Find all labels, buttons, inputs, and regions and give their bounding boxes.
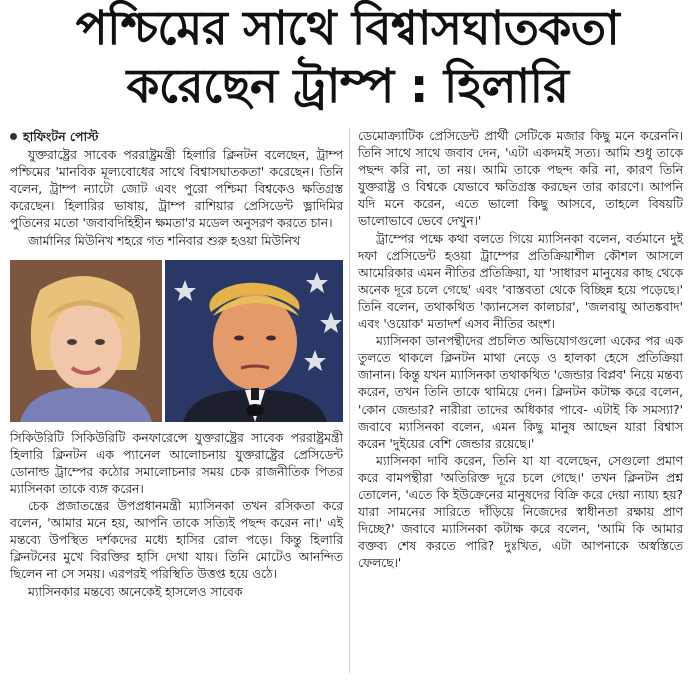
article-paragraph: যুক্তরাষ্ট্রের সাবেক পররাষ্ট্রমন্ত্রী হিলারি ক্লিনটন বলেছেন, ট্রাম্প পশ্চিমের 'মানবিক মূল্যবোধের সাথে বিশ্বাসঘাতকতা' করেছেন। তিনি বলেন, ট্রাম্প ন্যাটো জোট এবং পুরো পশ্চিমা বিশ্বকেও ক্ষতিগ্রস্ত করেছেন। হিলারির ভাষায়, ট্রাম্প রাশিয়ার প্রেসিডেন্ট ভ্লাদিমির পুতিনের মতো 'জবাবদিহিহীন ক্ষমতা'র মডেল অনুসরণ করতে চান। (10, 148, 343, 231)
article-paragraph: ম্যাসিনকার মন্তব্যে অনেকেই হাসলেও সাবেক (28, 584, 243, 599)
article-paragraph: ম্যাসিনকা ডানপন্থীদের প্রচলিত অভিযোগগুলো একের পর এক তুলতে থাকলে ক্লিনটন মাথা নেড়ে ও হালকা হেসে প্রতিক্রিয়া জানান। কিন্তু যখন ম্যাসিনকা তথাকথিত 'জেন্ডার বিপ্লব' নিয়ে মন্তব্য করেন, তখন তিনি তাকে থামিয়ে দেন। ক্লিনটন কটাক্ষ করে বলেন, 'কোন জেন্ডার? নারীরা তাদের অধিকার পাবে- এটাই কি সমস্যা?' জবাবে ম্যাসিনকা বলেন, এমন কিছু মানুষ আছেন যারা বিশ্বাস করেন 'দুইয়ের বেশি জেন্ডার রয়েছে।' (358, 334, 683, 451)
donald-trump-photo (165, 260, 343, 422)
right-column (358, 128, 683, 572)
bullet-icon (10, 133, 17, 140)
headline-line-1: পশ্চিমের সাথে বিশ্বাসঘাতকতা (75, 1, 620, 56)
article-paragraph: চেক প্রজাতন্ত্রের উপপ্রধানমন্ত্রী ম্যাসিনকা তখন রসিকতা করে বলেন, 'আমার মনে হয়, আপনি তাকে সত্যিই পছন্দ করেন না।' এই মন্তব্যে উপস্থিত দর্শকদের মধ্যে হাসির রোল পড়ে। কিন্তু হিলারি ক্লিনটনের মুখে বিরক্তির হাসি দেখা যায়। তিনি মোটেও আনন্দিত ছিলেন না সে সময়। এরপরই পরিস্থিতি উত্তপ্ত হয়ে ওঠে। (10, 499, 343, 582)
byline (10, 128, 343, 145)
article-paragraph: জার্মানির মিউনিখ শহরে গত শনিবার শুরু হওয়া মিউনিখ (28, 233, 301, 248)
photo-strip (10, 260, 343, 422)
hillary-clinton-photo (10, 260, 162, 422)
headline (0, 0, 695, 120)
left-column (10, 128, 343, 601)
column-divider (349, 128, 350, 673)
byline-text: হাফিংটন পোস্ট (23, 129, 99, 144)
article-paragraph: ম্যাসিনকা দাবি করেন, তিনি যা যা বলেছেন, সেগুলো প্রমাণ করে বামপন্থীরা 'অতিরিক্ত দূরে চলে গেছে।' তখন ক্লিনটন প্রশ্ন তোলেন, 'এতে কি ইউক্রেনের মানুষদের বিক্রি করে দেয়া ন্যায্য হয়? যারা সামনের সারিতে দাঁড়িয়ে নিজেদের স্বাধীনতা রক্ষায় প্রাণ দিচ্ছে?' জবাবে ম্যাসিনকা কটাক্ষ করে বলেন, 'আমি কি আমার বক্তব্য শেষ করতে পারি? দুঃখিত, এটা আপনাকে অস্বস্তিতে ফেলছে।' (358, 453, 683, 571)
headline-line-2: করেছেন ট্রাম্প : হিলারি (126, 59, 569, 114)
article-paragraph: সিকিউরিটি সিকিউরিটি কনফারেন্সে যুক্তরাষ্ট্রের সাবেক পররাষ্ট্রমন্ত্রী হিলারি ক্লিনটন এক প্যানেল আলোচনায় যুক্তরাষ্ট্রের প্রেসিডেন্ট ডোনাল্ড ট্রাম্পের কঠোর সমালোচনার সময় চেক রাজনীতিক পিতর ম্যাসিনকা তাকে ব্যঙ্গ করেন। (10, 430, 343, 496)
article-paragraph: ট্রাম্পের পক্ষে কথা বলতে গিয়ে ম্যাসিনকা বলেন, বর্তমানে দুই দফা প্রেসিডেন্ট হওয়া ট্রাম্পের প্রতিক্রিয়াশীল কৌশল আসলে আমেরিকার এমন নীতির প্রতিক্রিয়া, যা 'সাধারণ মানুষের কাছ থেকে অনেক দূরে চলে গেছে' এবং 'বাস্তবতা থেকে বিচ্ছিন্ন হয়ে পড়েছে।' তিনি বলেন, তথাকথিত 'ক্যানসেল কালচার', 'জলবায়ু আতঙ্কবাদ' এবং 'ওয়োক' মতাদর্শ এসব নীতির অংশ। (358, 231, 683, 332)
article-paragraph: ডেমোক্র্যাটিক প্রেসিডেন্ট প্রার্থী সেটিকে মজার কিছু মনে করেননি। তিনি সাথে সাথে জবাব দেন, 'এটা একদমই সত্য। আমি শুধু তাকে পছন্দ করি না, তা নয়। আমি তাকে পছন্দ করি না, কারণ তিনি যুক্তরাষ্ট্র ও বিশ্বকে যেভাবে ক্ষতিগ্রস্ত করছেন তার কারণে। আপনি যদি মনে করেন, এতে ভালো কিছু আসবে, তাহলে বিষয়টি ভালোভাবে ভেবে দেখুন।' (358, 129, 683, 229)
